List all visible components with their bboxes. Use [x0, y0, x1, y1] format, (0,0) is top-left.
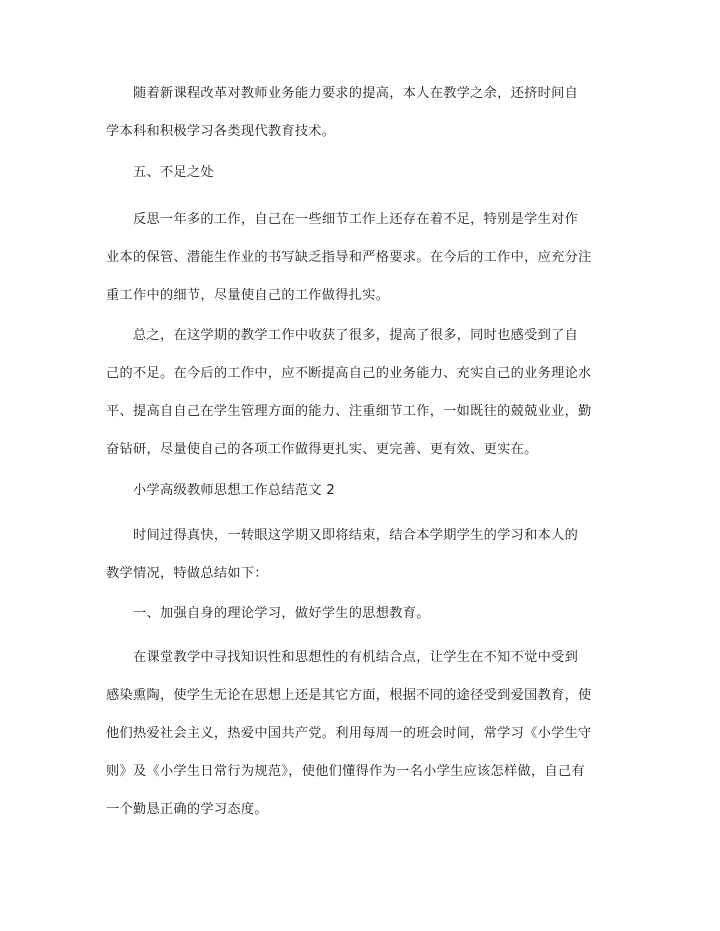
text-line: 反思一年多的工作，自己在一些细节工作上还存在着不足，特别是学生对作 — [133, 212, 579, 227]
text-line: 小学高级教师思想工作总结范文 2 — [133, 483, 336, 498]
text-line: 己的不足。在今后的工作中，应不断提高自己的业务能力、充实自己的业务理论水 — [106, 366, 592, 381]
text-line: 则》及《小学生日常行为规范》，使他们懂得作为一名小学生应该怎样做，自己有 — [106, 764, 585, 779]
paragraph-conclusion — [106, 317, 606, 469]
text-line: 总之，在这学期的教学工作中收获了很多，提高了很多，同时也感受到了自 — [133, 328, 579, 343]
text-line: 在课堂教学中寻找知识性和思想性的有机结合点，让学生在不知不觉中受到 — [133, 650, 579, 665]
paragraph-self-study — [106, 75, 606, 151]
paragraph-reflection — [106, 201, 606, 315]
text-line: 教学情况，特做总结如下： — [106, 566, 268, 581]
text-line: 业本的保管、潜能生作业的书写缺乏指导和严格要求。在今后的工作中，应充分注 — [106, 250, 592, 265]
text-line: 学本科和积极学习各类现代教育技术。 — [106, 124, 336, 139]
text-line: 感染熏陶，使学生无论在思想上还是其它方面，根据不同的途径受到爱国教育，使 — [106, 688, 592, 703]
text-line: 奋钻研，尽量使自己的各项工作做得更扎实、更完善、更有效、更实在。 — [106, 442, 538, 457]
text-line: 一、加强自身的理论学习，做好学生的思想教育。 — [133, 606, 430, 621]
text-line: 平、提高自自己在学生管理方面的能力、注重细节工作，一如既往的兢兢业业，勤 — [106, 404, 592, 419]
paragraph-classroom — [106, 639, 606, 829]
paragraph-intro — [106, 517, 606, 593]
section-heading-shortcomings — [106, 154, 606, 192]
section-heading-theory-study — [106, 595, 606, 633]
text-line: 一个勤恳正确的学习态度。 — [106, 802, 268, 817]
text-line: 五、不足之处 — [133, 165, 214, 180]
article-title — [106, 472, 606, 510]
text-line: 随着新课程改革对教师业务能力要求的提高，本人在教学之余，还挤时间自 — [133, 86, 579, 101]
text-line: 他们热爱社会主义，热爱中国共产党。利用每周一的班会时间，常学习《小学生守 — [106, 726, 592, 741]
text-line: 重工作中的细节，尽量使自己的工作做得扎实。 — [106, 288, 390, 303]
text-line: 时间过得真快，一转眼这学期又即将结束，结合本学期学生的学习和本人的 — [133, 528, 579, 543]
